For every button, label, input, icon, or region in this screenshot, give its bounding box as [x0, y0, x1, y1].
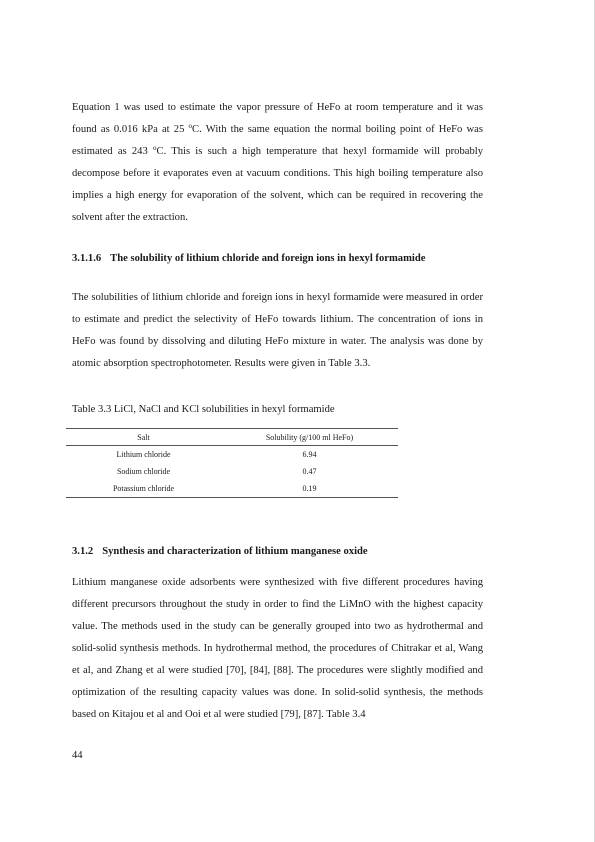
solubility-table	[66, 428, 398, 498]
page-number: 44	[72, 750, 83, 761]
section-number: 3.1.1.6	[72, 253, 102, 264]
para1-text-3: C. This is such a high temperature that hexyl formamide will probably decompose before it evaporates even at vacuum conditions. This high boiling temperature also implies a high energy for evaporation of the solvent, which can be required in recovering the solvent after the extraction.	[72, 146, 483, 223]
paragraph-synthesis: Lithium manganese oxide adsorbents were synthesized with five different procedures having different precursors throughout the study in order to find the LiMnO with the highest capacity value. The methods used in the study can be generally grouped into two as hydrothermal and solid-solid synthesis methods. In hydrothermal method, the procedures of Chitrakar et al, Wang et al, and Zhang et al were studied [70], [84], [88]. The procedures were slightly modified and optimization of the resulting capacity values was done. In solid-solid synthesis, the methods based on Kitajou et al and Ooi et al were studied [79], [87]. Table 3.4	[72, 577, 483, 720]
salt-cell: Lithium chloride	[116, 450, 171, 459]
section-title: The solubility of lithium chloride and foreign ions in hexyl formamide	[110, 253, 426, 264]
paragraph-solubility: The solubilities of lithium chloride and foreign ions in hexyl formamide were measured in order to estimate and predict the selectivity of HeFo towards lithium. The concentration of ions in HeFo was found by dissolving and diluting HeFo mixture in water. The analysis was done by atomic absorption spectrophotometer. Results were given in Table 3.3.	[72, 292, 483, 369]
section-heading-3-1-1-6	[72, 252, 425, 266]
section-title: Synthesis and characterization of lithium manganese oxide	[102, 546, 368, 557]
degree-superscript: o	[153, 144, 157, 152]
paragraph-vapor-pressure	[72, 97, 483, 229]
salt-cell: Sodium chloride	[116, 467, 171, 476]
solubility-cell: 0.19	[221, 480, 398, 498]
table-row	[66, 480, 398, 498]
column-header-solubility: Solubility (g/100 ml HeFo)	[221, 429, 398, 446]
section-number: 3.1.2	[72, 546, 94, 557]
solubility-cell: 6.94	[302, 450, 317, 459]
para1-text-1: Equation 1 was used to estimate the vapor pressure of HeFo at room temperature and it was found as 0.016 kPa at 25	[72, 102, 483, 135]
table-header-row	[66, 429, 398, 446]
table-row	[66, 463, 398, 480]
column-header-salt: Salt	[66, 429, 221, 446]
degree-superscript: o	[188, 122, 193, 130]
table-row	[66, 446, 398, 464]
solubility-cell: 0.47	[302, 467, 317, 476]
para1-text-2: C. With the same equation the normal boiling point of HeFo was estimated as 243	[72, 124, 483, 157]
section-heading-3-1-2	[72, 545, 368, 559]
salt-cell: Potassium chloride	[66, 480, 221, 498]
table-caption: Table 3.3 LiCl, NaCl and KCl solubilities in hexyl formamide	[72, 404, 335, 415]
